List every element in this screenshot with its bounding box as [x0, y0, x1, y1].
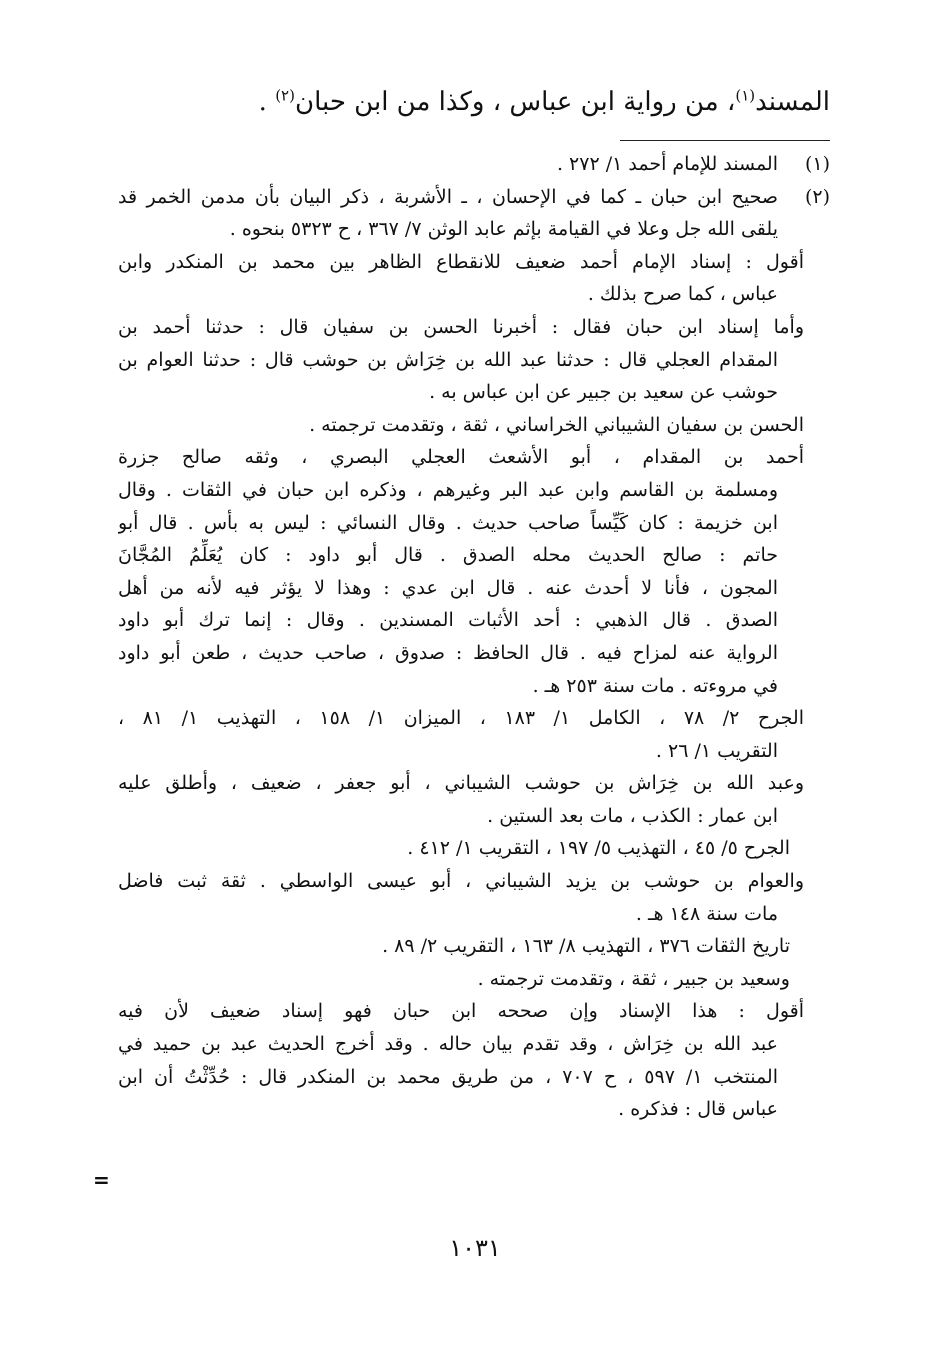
- text-line: ابن عمار : الكذب ، مات بعد الستين .: [487, 804, 778, 827]
- text-line: الحسن بن سفيان الشيباني الخراساني ، ثقة ، وتقدمت ترجمته .: [309, 413, 804, 436]
- footnotes: [118, 148, 830, 1126]
- text-line: المنتخب ١/ ٥٩٧ ، ح ٧٠٧ ، من طريق محمد بن المنكدر قال : حُدِّثْتُ أن ابن: [118, 1065, 778, 1088]
- text-line: الرواية عنه لمزاح فيه . قال الحافظ : صدوق ، صاحب حديث ، طعن أبو داود: [118, 641, 778, 664]
- footnote-number: (٢): [804, 185, 830, 208]
- main-text-start: المسند: [755, 87, 830, 117]
- text-line: أقول : إسناد الإمام أحمد ضعيف للانقطاع الظاهر بين محمد بن المنكدر وابن: [118, 250, 804, 273]
- text-line: وسعيد بن جبير ، ثقة ، وتقدمت ترجمته .: [477, 967, 790, 990]
- text-line: أحمد بن المقدام ، أبو الأشعث العجلي البصري ، وثقه صالح جزرة: [118, 446, 804, 469]
- main-text-end: .: [258, 87, 276, 117]
- footnote-text: المسند للإمام أحمد ١/ ٢٧٢ .: [556, 153, 778, 175]
- text-line: عبد الله بن خِرَاش ، وقد تقدم بيان حاله . وقد أخرج الحديث عبد بن حميد في: [118, 1033, 778, 1056]
- text-line: حاتم : صالح الحديث محله الصدق . قال أبو داود : كان يُعَلِّمُ المُجَّانَ: [118, 544, 778, 567]
- text-line: ومسلمة بن القاسم وابن عبد البر وغيرهم ، وذكره ابن حبان في الثقات . وقال: [118, 478, 778, 501]
- text-line: في مروءته . مات سنة ٢٥٣ هـ .: [532, 674, 778, 697]
- page-number: ١٠٣١: [449, 1234, 501, 1262]
- text-line: المجون ، فأنا لا أحدث عنه . قال ابن عدي : وهذا لا يؤثر فيه لأنه من أهل: [118, 576, 778, 599]
- footnote-ref-1[interactable]: (١): [735, 86, 756, 105]
- footnote-text: صحيح ابن حبان ـ كما في الإحسان ، ـ الأشربة ، ذكر البيان بأن مدمن الخمر قد: [118, 185, 778, 208]
- continuation-mark: =: [93, 1168, 110, 1192]
- text-line: حوشب عن سعيد بن جبير عن ابن عباس به .: [429, 381, 778, 404]
- reference-line: الجرح ٥/ ٤٥ ، التهذيب ٥/ ١٩٧ ، التقريب ١/ ٤١٢ .: [407, 837, 790, 860]
- reference-line: التقريب ١/ ٢٦ .: [655, 739, 778, 762]
- text-line: وأما إسناد ابن حبان فقال : أخبرنا الحسن بن سفيان قال : حدثنا أحمد بن: [118, 315, 804, 338]
- footnote-2: [118, 181, 830, 214]
- reference-line: تاريخ الثقات ٣٧٦ ، التهذيب ٨/ ١٦٣ ، التقريب ٢/ ٨٩ .: [382, 935, 790, 958]
- text-line: الصدق . قال الذهبي : أحد الأثبات المسندين . وقال : إنما ترك أبو داود: [118, 609, 778, 632]
- footnote-ref-2[interactable]: (٢): [275, 86, 295, 105]
- footnote-1: [118, 148, 830, 181]
- text-line: أقول : هذا الإسناد وإن صححه ابن حبان فهو إسناد ضعيف لأن فيه: [118, 1000, 804, 1023]
- main-text: [130, 82, 830, 122]
- text-line: مات سنة ١٤٨ هـ .: [635, 902, 778, 925]
- text-line: المقدام العجلي قال : حدثنا عبد الله بن خِرَاش بن حوشب قال : حدثنا العوام بن: [118, 348, 778, 371]
- main-text-middle: ، من رواية ابن عباس ، وكذا من ابن حبان: [294, 87, 736, 117]
- text-line: عباس قال : فذكره .: [618, 1098, 778, 1121]
- text-line: والعوام بن حوشب بن يزيد الشيباني ، أبو عيسى الواسطي . ثقة ثبت فاضل: [118, 870, 804, 893]
- footnote-separator: [620, 140, 830, 141]
- reference-line: الجرح ٢/ ٧٨ ، الكامل ١/ ١٨٣ ، الميزان ١/ ١٥٨ ، التهذيب ١/ ٨١ ،: [118, 707, 804, 730]
- footnote-number: (١): [804, 153, 830, 175]
- text-line: ابن خزيمة : كان كَيِّساً صاحب حديث . وقال النسائي : ليس به بأس . قال أبو: [118, 511, 778, 534]
- text-line: يلقى الله جل وعلا في القيامة بإثم عابد الوثن ٧/ ٣٦٧ ، ح ٥٣٢٣ بنحوه .: [229, 218, 778, 241]
- text-line: عباس ، كما صرح بذلك .: [587, 283, 778, 306]
- text-line: وعبد الله بن خِرَاش بن حوشب الشيباني ، أبو جعفر ، ضعيف ، وأطلق عليه: [118, 772, 804, 795]
